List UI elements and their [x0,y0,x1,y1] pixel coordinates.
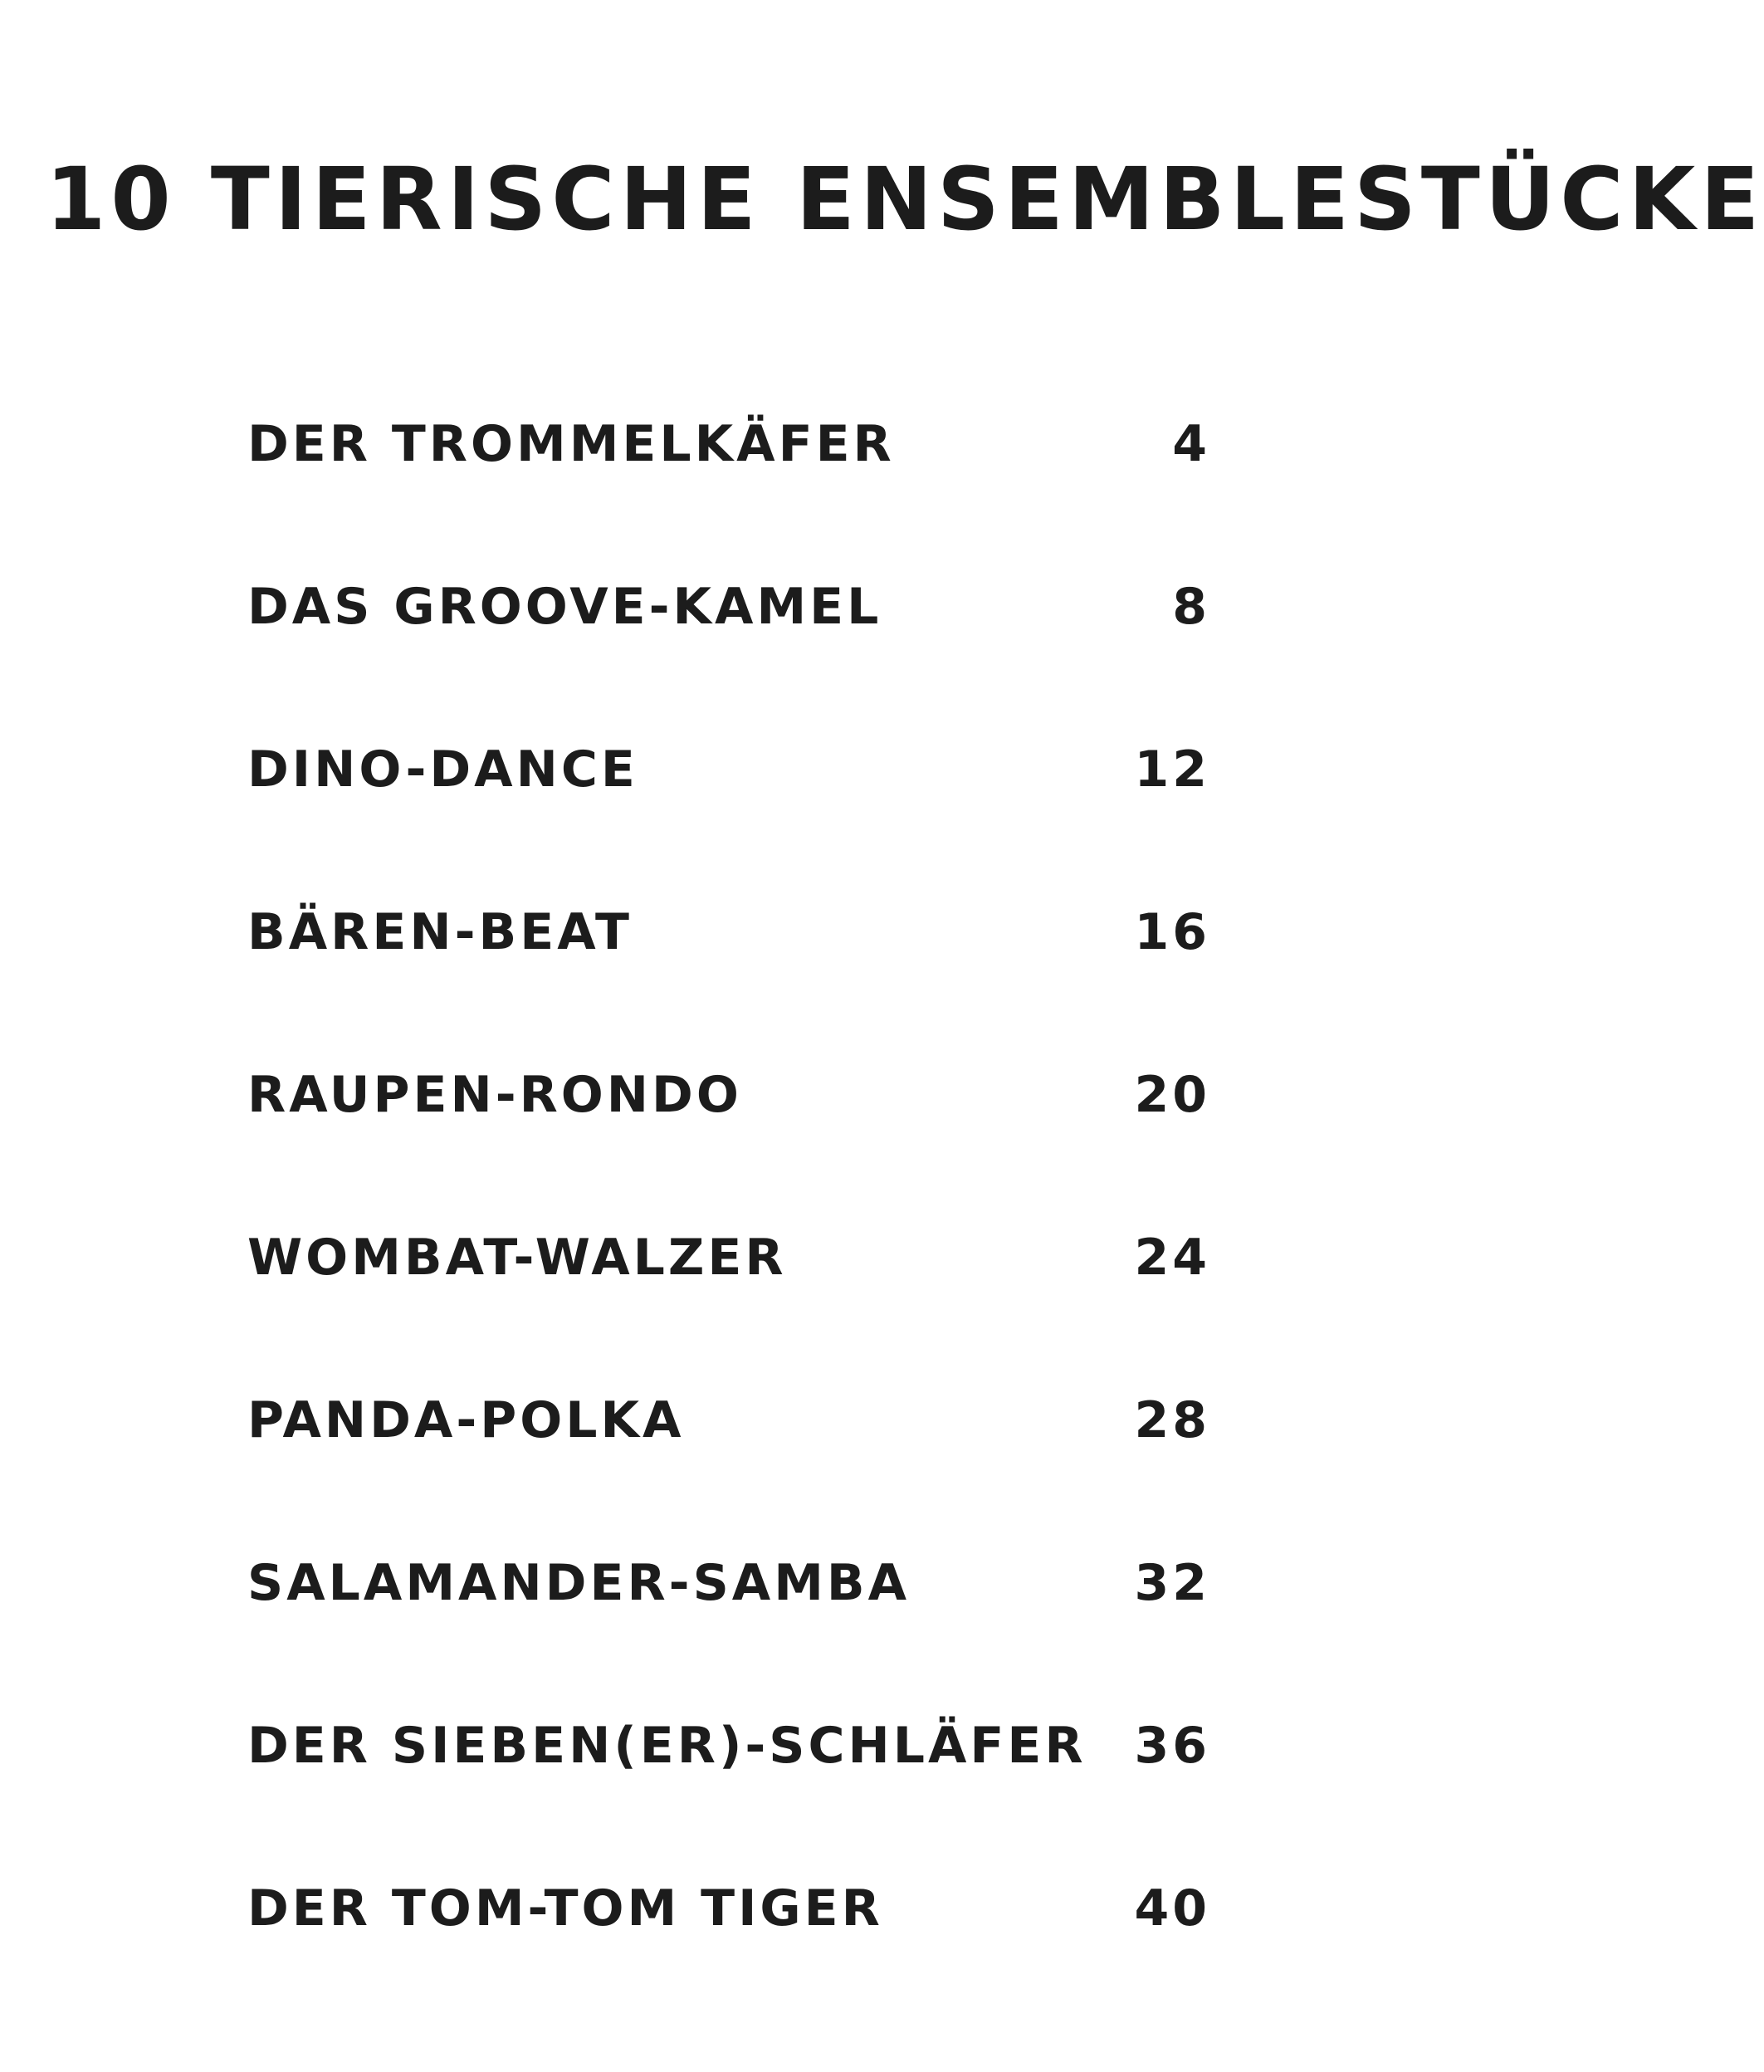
toc-entry-dino-dance[interactable] [247,736,1210,899]
toc-entry-trommelkaefer[interactable] [247,411,1210,574]
table-of-contents [247,411,1210,2038]
toc-entry-page: 16 [1134,903,1210,961]
toc-entry-page: 32 [1134,1554,1210,1612]
toc-entry-title: SALAMANDER-SAMBA [247,1554,911,1612]
toc-entry-baeren-beat[interactable] [247,899,1210,1062]
toc-entry-title: DER SIEBEN(ER)-SCHLÄFER [247,1717,1087,1775]
toc-entry-title: DAS GROOVE-KAMEL [247,578,882,636]
toc-entry-panda-polka[interactable] [247,1387,1210,1550]
toc-entry-groove-kamel[interactable] [247,574,1210,736]
toc-entry-salamander-samba[interactable] [247,1550,1210,1713]
toc-entry-raupen-rondo[interactable] [247,1062,1210,1224]
toc-entry-page: 8 [1172,578,1210,636]
toc-entry-title: PANDA-POLKA [247,1391,685,1449]
toc-entry-page: 4 [1172,415,1210,473]
toc-entry-wombat-walzer[interactable] [247,1224,1210,1387]
page-title: 10 TIERISCHE ENSEMBLESTÜCKE [46,149,1764,250]
toc-entry-title: DER TOM-TOM TIGER [247,1879,883,1938]
toc-entry-page: 24 [1134,1229,1210,1287]
toc-entry-title: DER TROMMELKÄFER [247,415,895,473]
toc-entry-siebenschlaefer[interactable] [247,1713,1210,1875]
toc-entry-page: 36 [1134,1717,1210,1775]
toc-entry-title: RAUPEN-RONDO [247,1066,742,1124]
toc-entry-page: 40 [1134,1879,1210,1938]
toc-entry-title: WOMBAT-WALZER [247,1229,787,1287]
toc-entry-page: 20 [1134,1066,1210,1124]
toc-entry-title: DINO-DANCE [247,740,638,799]
toc-entry-title: BÄREN-BEAT [247,903,633,961]
toc-entry-tom-tom-tiger[interactable] [247,1875,1210,2038]
toc-entry-page: 28 [1134,1391,1210,1449]
toc-entry-page: 12 [1134,740,1210,799]
